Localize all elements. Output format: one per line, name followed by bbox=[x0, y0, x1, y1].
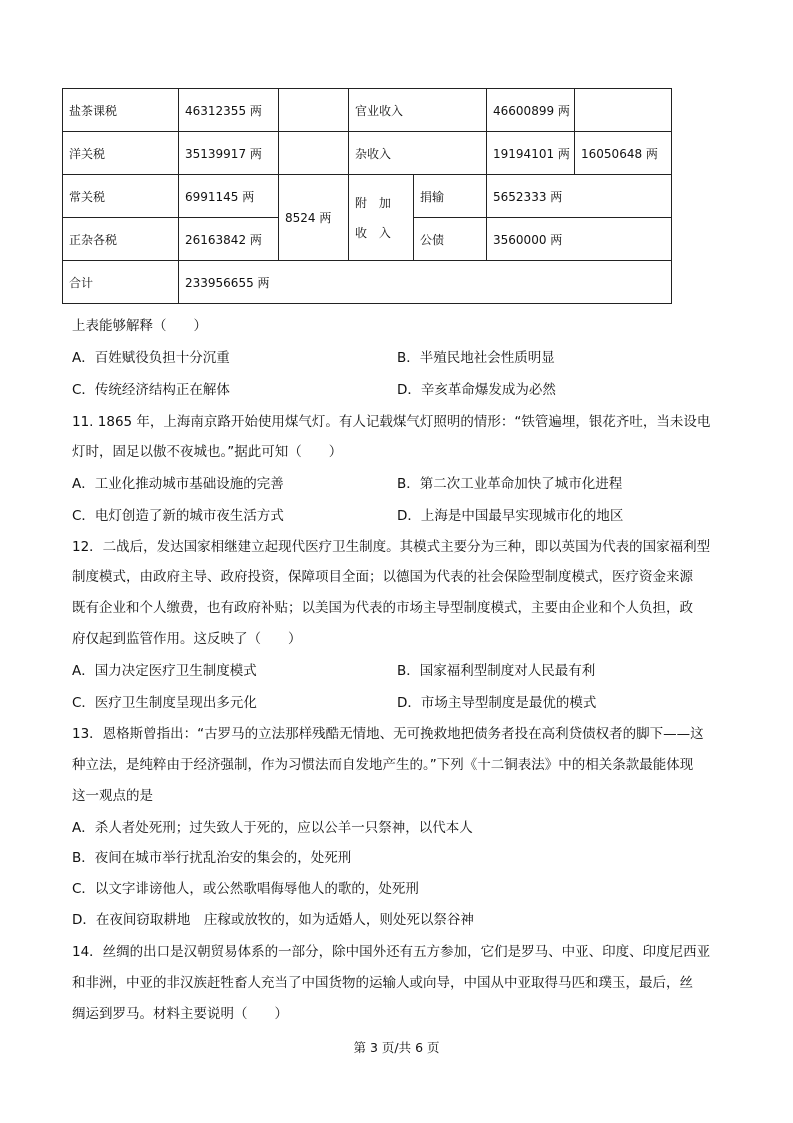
table-cell: 公债 bbox=[414, 218, 487, 261]
question-14-line: 绸运到罗马。材料主要说明（ ） bbox=[72, 1006, 288, 1022]
question-10-stem: 上表能够解释（ ） bbox=[72, 318, 207, 334]
table-cell: 233956655 两 bbox=[179, 261, 672, 304]
table-cell: 附 加 收 入 bbox=[349, 175, 414, 261]
option-d[interactable]: D．辛亥革命爆发成为必然 bbox=[397, 382, 556, 398]
page-footer: 第 3 页/共 6 页 bbox=[353, 1040, 440, 1055]
table-cell: 26163842 两 bbox=[179, 218, 279, 261]
option-a[interactable]: A．百姓赋役负担十分沉重 bbox=[72, 350, 230, 366]
table-cell: 洋关税 bbox=[63, 132, 179, 175]
question-14-line: 和非洲，中亚的非汉族赶牲畜人充当了中国货物的运输人或向导，中国从中亚取得马匹和璞玉，最后，丝 bbox=[72, 975, 693, 991]
question-13-line: 这一观点的是 bbox=[72, 788, 153, 804]
question-13-line: 13．恩格斯曾指出：“古罗马的立法那样残酷无情地、无可挽救地把债务者投在高利贷债权者的脚下——这 bbox=[72, 726, 704, 742]
table-cell: 杂收入 bbox=[349, 132, 487, 175]
option-a[interactable]: A．杀人者处死刑；过失致人于死的，应以公羊一只祭神，以代本人 bbox=[72, 820, 473, 836]
table-row bbox=[63, 132, 672, 175]
option-d[interactable]: D．市场主导型制度是最优的模式 bbox=[397, 695, 597, 711]
table-row bbox=[63, 175, 672, 218]
option-c[interactable]: C．医疗卫生制度呈现出多元化 bbox=[72, 695, 257, 711]
table-cell: 8524 两 bbox=[279, 175, 349, 261]
table-cell bbox=[279, 89, 349, 132]
table-cell: 盐茶课税 bbox=[63, 89, 179, 132]
question-12-line: 12．二战后，发达国家相继建立起现代医疗卫生制度。其模式主要分为三种，即以英国为代表的国家福利型 bbox=[72, 539, 711, 555]
option-c[interactable]: C．传统经济结构正在解体 bbox=[72, 382, 230, 398]
option-b[interactable]: B．半殖民地社会性质明显 bbox=[397, 350, 555, 366]
option-b[interactable]: B．夜间在城市举行扰乱治安的集会的，处死刑 bbox=[72, 850, 352, 866]
table-cell: 3560000 两 bbox=[487, 218, 672, 261]
table-cell: 46600899 两 bbox=[487, 89, 575, 132]
question-11-line: 灯时，固足以傲不夜城也。”据此可知（ ） bbox=[72, 444, 343, 460]
table-cell: 捐输 bbox=[414, 175, 487, 218]
table-cell: 46312355 两 bbox=[179, 89, 279, 132]
table-cell bbox=[279, 132, 349, 175]
table-cell: 官业收入 bbox=[349, 89, 487, 132]
table-cell: 5652333 两 bbox=[487, 175, 672, 218]
question-12-line: 制度模式，由政府主导、政府投资，保障项目全面；以德国为代表的社会保险型制度模式，医疗资金来源 bbox=[72, 569, 693, 585]
table-cell bbox=[575, 89, 672, 132]
table-row bbox=[63, 89, 672, 132]
question-11-line: 11. 1865 年，上海南京路开始使用煤气灯。有人记载煤气灯照明的情形：“铁管遍埋，银花齐吐，当未设电 bbox=[72, 414, 711, 430]
option-c[interactable]: C．以文字诽谤他人，或公然歌唱侮辱他人的歌的，处死刑 bbox=[72, 881, 419, 897]
table-cell: 正杂各税 bbox=[63, 218, 179, 261]
question-12-line: 府仅起到监管作用。这反映了（ ） bbox=[72, 631, 302, 647]
option-d[interactable]: D．在夜间窃取耕地 庄稼或放牧的，如为适婚人，则处死以祭谷神 bbox=[72, 912, 474, 928]
option-b[interactable]: B．第二次工业革命加快了城市化进程 bbox=[397, 476, 623, 492]
table-row bbox=[63, 261, 672, 304]
table-cell: 16050648 两 bbox=[575, 132, 672, 175]
table-cell: 19194101 两 bbox=[487, 132, 575, 175]
option-c[interactable]: C．电灯创造了新的城市夜生活方式 bbox=[72, 508, 284, 524]
table-cell: 常关税 bbox=[63, 175, 179, 218]
option-b[interactable]: B．国家福利型制度对人民最有利 bbox=[397, 663, 596, 679]
table-cell: 35139917 两 bbox=[179, 132, 279, 175]
question-13-line: 种立法，是纯粹由于经济强制，作为习惯法而自发地产生的。”下列《十二铜表法》中的相关条款最能体现 bbox=[72, 757, 694, 773]
table-cell: 6991145 两 bbox=[179, 175, 279, 218]
question-14-line: 14．丝绸的出口是汉朝贸易体系的一部分，除中国外还有五方参加，它们是罗马、中亚、印度、印度尼西亚 bbox=[72, 944, 711, 960]
option-a[interactable]: A．国力决定医疗卫生制度模式 bbox=[72, 663, 257, 679]
revenue-table bbox=[62, 88, 672, 304]
option-a[interactable]: A．工业化推动城市基础设施的完善 bbox=[72, 476, 284, 492]
table-cell: 合计 bbox=[63, 261, 179, 304]
option-d[interactable]: D．上海是中国最早实现城市化的地区 bbox=[397, 508, 624, 524]
question-12-line: 既有企业和个人缴费，也有政府补贴；以美国为代表的市场主导型制度模式，主要由企业和个人负担，政 bbox=[72, 600, 693, 616]
